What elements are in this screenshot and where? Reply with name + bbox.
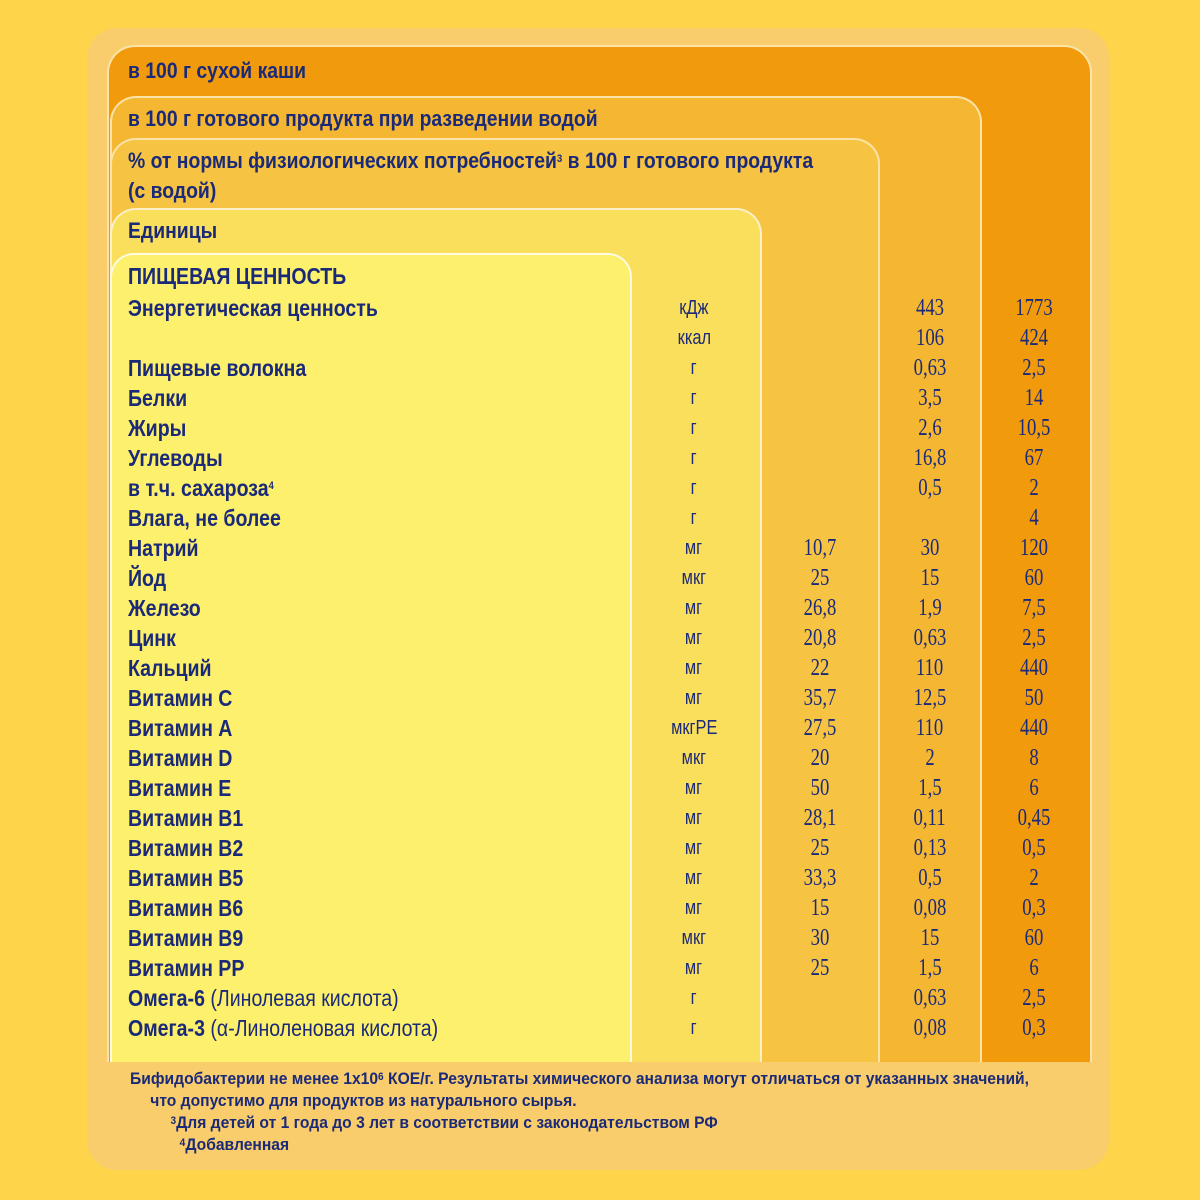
footnote-3: Для детей от 1 года до 3 лет в соответствии с законодательством РФ bbox=[176, 1113, 718, 1132]
unit-cell-text: г bbox=[691, 507, 697, 529]
table-row bbox=[0, 893, 1200, 923]
pct-cell bbox=[770, 653, 870, 683]
dry-value-cell-text: 60 bbox=[1024, 565, 1044, 591]
ready-value-cell bbox=[880, 983, 980, 1013]
ready-value-cell bbox=[880, 383, 980, 413]
table-row bbox=[0, 353, 1200, 383]
unit-cell bbox=[644, 803, 744, 833]
pct-cell-text: 35,7 bbox=[803, 685, 837, 711]
nutrient-note: (Линолевая кислота) bbox=[204, 985, 399, 1011]
nutrient-label: Витамин PP bbox=[128, 955, 245, 981]
ready-value-cell bbox=[880, 323, 980, 353]
pct-cell bbox=[770, 893, 870, 923]
nutrient-label: Энергетическая ценность bbox=[128, 295, 378, 321]
table-row bbox=[0, 413, 1200, 443]
dry-value-cell bbox=[984, 563, 1084, 593]
table-row bbox=[0, 683, 1200, 713]
nutrient-name bbox=[128, 833, 243, 863]
pct-cell-text: 20 bbox=[810, 745, 830, 771]
unit-cell-text: г bbox=[691, 477, 697, 499]
unit-cell-text: г bbox=[691, 357, 697, 379]
ready-value-cell-text: 15 bbox=[920, 565, 940, 591]
dry-value-cell-text: 60 bbox=[1024, 925, 1044, 951]
pct-cell bbox=[770, 743, 870, 773]
header-ready: в 100 г готового продукта при разведении водой bbox=[128, 106, 598, 131]
ready-value-cell bbox=[880, 893, 980, 923]
pct-cell bbox=[770, 473, 870, 503]
unit-cell bbox=[644, 323, 744, 353]
unit-cell-text: мкг bbox=[681, 747, 707, 769]
dry-value-cell bbox=[984, 893, 1084, 923]
nutrient-label: Жиры bbox=[128, 415, 187, 441]
nutrient-name bbox=[128, 743, 232, 773]
header-pct-line1-end: в 100 г готового продукта bbox=[562, 148, 814, 173]
dry-value-cell-text: 2,5 bbox=[1022, 625, 1046, 651]
ready-value-cell bbox=[880, 413, 980, 443]
dry-value-cell bbox=[984, 953, 1084, 983]
dry-value-cell bbox=[984, 803, 1084, 833]
nutrient-name bbox=[128, 803, 243, 833]
nutrient-name bbox=[128, 983, 399, 1013]
unit-cell-text: мг bbox=[685, 597, 703, 619]
dry-value-cell-text: 0,5 bbox=[1022, 835, 1046, 861]
pct-cell-text: 25 bbox=[810, 955, 830, 981]
nutrient-label: Витамин A bbox=[128, 715, 233, 741]
table-row bbox=[0, 953, 1200, 983]
pct-cell bbox=[770, 623, 870, 653]
unit-cell-text: мг bbox=[685, 537, 703, 559]
dry-value-cell-text: 67 bbox=[1024, 445, 1044, 471]
unit-cell-text: мг bbox=[685, 657, 703, 679]
ready-value-cell-text: 110 bbox=[916, 715, 944, 741]
unit-cell-text: мкгРЕ bbox=[670, 717, 718, 739]
unit-cell-text: мг bbox=[685, 777, 703, 799]
pct-cell bbox=[770, 983, 870, 1013]
nutrient-name bbox=[128, 533, 199, 563]
ready-value-cell bbox=[880, 563, 980, 593]
dry-value-cell bbox=[984, 593, 1084, 623]
dry-value-cell bbox=[984, 443, 1084, 473]
nutrient-label: Углеводы bbox=[128, 445, 223, 471]
unit-cell bbox=[644, 593, 744, 623]
unit-cell bbox=[644, 983, 744, 1013]
table-row bbox=[0, 713, 1200, 743]
footer-notes bbox=[130, 1068, 1029, 1156]
ready-value-cell-text: 0,63 bbox=[913, 355, 947, 381]
ready-value-cell-text: 1,5 bbox=[918, 775, 942, 801]
ready-value-cell bbox=[880, 293, 980, 323]
nutrient-label: Цинк bbox=[128, 625, 176, 651]
unit-cell-text: мг bbox=[685, 627, 703, 649]
ready-value-cell-text: 0,5 bbox=[918, 475, 942, 501]
pct-cell-text: 26,8 bbox=[803, 595, 837, 621]
ready-value-cell-text: 1,5 bbox=[918, 955, 942, 981]
footnote-mark: 4 bbox=[268, 480, 274, 492]
ready-value-cell-text: 2 bbox=[925, 745, 935, 771]
dry-value-cell bbox=[984, 773, 1084, 803]
dry-value-cell-text: 2 bbox=[1029, 475, 1039, 501]
ready-value-cell bbox=[880, 623, 980, 653]
ready-value-cell-text: 12,5 bbox=[913, 685, 947, 711]
header-pct-line1: % от нормы физиологических потребностей bbox=[128, 148, 557, 173]
unit-cell-text: г bbox=[691, 417, 697, 439]
dry-value-cell-text: 2,5 bbox=[1022, 355, 1046, 381]
ready-value-cell bbox=[880, 533, 980, 563]
footer-line1a: Бифидобактерии не менее 1x10 bbox=[130, 1069, 379, 1088]
unit-cell bbox=[644, 923, 744, 953]
ready-value-cell bbox=[880, 1013, 980, 1043]
ready-value-cell bbox=[880, 953, 980, 983]
section-title: ПИЩЕВАЯ ЦЕННОСТЬ bbox=[128, 263, 347, 289]
unit-cell-text: мкг bbox=[681, 567, 707, 589]
unit-cell bbox=[644, 833, 744, 863]
unit-cell bbox=[644, 773, 744, 803]
pct-cell-text: 27,5 bbox=[803, 715, 837, 741]
nutrient-label: Витамин C bbox=[128, 685, 233, 711]
ready-value-cell-text: 16,8 bbox=[913, 445, 947, 471]
dry-value-cell bbox=[984, 353, 1084, 383]
ready-value-cell bbox=[880, 503, 980, 533]
dry-value-cell-text: 440 bbox=[1019, 715, 1049, 741]
nutrition-table bbox=[0, 293, 1200, 1043]
nutrient-name bbox=[128, 503, 281, 533]
table-row bbox=[0, 743, 1200, 773]
pct-cell bbox=[770, 563, 870, 593]
ready-value-cell bbox=[880, 803, 980, 833]
ready-value-cell-text: 30 bbox=[920, 535, 940, 561]
dry-value-cell bbox=[984, 533, 1084, 563]
nutrient-name bbox=[128, 1013, 438, 1043]
table-row bbox=[0, 383, 1200, 413]
nutrient-name bbox=[128, 473, 274, 503]
unit-cell-text: ккал bbox=[677, 327, 711, 349]
table-row bbox=[0, 503, 1200, 533]
unit-cell bbox=[644, 473, 744, 503]
unit-cell bbox=[644, 503, 744, 533]
table-row bbox=[0, 323, 1200, 353]
ready-value-cell bbox=[880, 473, 980, 503]
dry-value-cell bbox=[984, 713, 1084, 743]
nutrient-name bbox=[128, 773, 231, 803]
nutrient-label: Пищевые волокна bbox=[128, 355, 307, 381]
dry-value-cell-text: 14 bbox=[1024, 385, 1044, 411]
dry-value-cell-text: 440 bbox=[1019, 655, 1049, 681]
dry-value-cell-text: 8 bbox=[1029, 745, 1039, 771]
unit-cell bbox=[644, 713, 744, 743]
unit-cell bbox=[644, 653, 744, 683]
nutrient-label: Витамин B9 bbox=[128, 925, 244, 951]
table-row bbox=[0, 773, 1200, 803]
unit-cell bbox=[644, 383, 744, 413]
unit-cell bbox=[644, 863, 744, 893]
unit-cell-text: мг bbox=[685, 867, 703, 889]
pct-cell bbox=[770, 833, 870, 863]
pct-cell bbox=[770, 1013, 870, 1043]
dry-value-cell bbox=[984, 833, 1084, 863]
pct-cell-text: 50 bbox=[810, 775, 830, 801]
ready-value-cell bbox=[880, 593, 980, 623]
unit-cell bbox=[644, 743, 744, 773]
pct-cell bbox=[770, 923, 870, 953]
dry-value-cell-text: 0,3 bbox=[1022, 895, 1046, 921]
pct-cell-text: 33,3 bbox=[803, 865, 837, 891]
nutrient-name bbox=[128, 623, 176, 653]
pct-cell-text: 10,7 bbox=[803, 535, 837, 561]
nutrient-note: (α-Линоленовая кислота) bbox=[204, 1015, 439, 1041]
pct-cell-text: 25 bbox=[810, 565, 830, 591]
ready-value-cell-text: 0,11 bbox=[913, 805, 947, 831]
unit-cell-text: мкг bbox=[681, 927, 707, 949]
table-row bbox=[0, 983, 1200, 1013]
footnote-4: Добавленная bbox=[185, 1135, 290, 1154]
nutrient-label: Витамин E bbox=[128, 775, 232, 801]
pct-cell bbox=[770, 683, 870, 713]
unit-cell bbox=[644, 443, 744, 473]
nutrient-label: Витамин B2 bbox=[128, 835, 244, 861]
pct-cell bbox=[770, 593, 870, 623]
unit-cell bbox=[644, 533, 744, 563]
unit-cell-text: мг bbox=[685, 957, 703, 979]
unit-cell-text: г bbox=[691, 987, 697, 1009]
unit-cell bbox=[644, 683, 744, 713]
unit-cell bbox=[644, 1013, 744, 1043]
ready-value-cell-text: 0,63 bbox=[913, 985, 947, 1011]
ready-value-cell-text: 0,08 bbox=[913, 1015, 947, 1041]
dry-value-cell-text: 6 bbox=[1029, 955, 1039, 981]
table-row bbox=[0, 473, 1200, 503]
unit-cell bbox=[644, 953, 744, 983]
table-row bbox=[0, 863, 1200, 893]
dry-value-cell-text: 4 bbox=[1029, 505, 1039, 531]
table-row bbox=[0, 593, 1200, 623]
unit-cell-text: мг bbox=[685, 807, 703, 829]
nutrient-name bbox=[128, 713, 232, 743]
dry-value-cell-text: 7,5 bbox=[1022, 595, 1046, 621]
nutrient-label: Витамин B1 bbox=[128, 805, 244, 831]
dry-value-cell bbox=[984, 293, 1084, 323]
dry-value-cell bbox=[984, 923, 1084, 953]
ready-value-cell bbox=[880, 833, 980, 863]
pct-cell-text: 28,1 bbox=[803, 805, 837, 831]
ready-value-cell bbox=[880, 653, 980, 683]
header-pct-line2: (с водой) bbox=[128, 178, 217, 203]
unit-cell-text: мг bbox=[685, 837, 703, 859]
ready-value-cell bbox=[880, 773, 980, 803]
pct-cell bbox=[770, 533, 870, 563]
ready-value-cell-text: 15 bbox=[920, 925, 940, 951]
dry-value-cell bbox=[984, 653, 1084, 683]
nutrient-label: в т.ч. сахароза bbox=[128, 475, 269, 501]
footnote-4-mark: 4 bbox=[179, 1137, 186, 1149]
ready-value-cell-text: 0,5 bbox=[918, 865, 942, 891]
table-row bbox=[0, 623, 1200, 653]
pct-cell-text: 20,8 bbox=[803, 625, 837, 651]
unit-cell bbox=[644, 893, 744, 923]
table-row bbox=[0, 833, 1200, 863]
pct-cell bbox=[770, 293, 870, 323]
nutrient-label: Витамин B5 bbox=[128, 865, 244, 891]
dry-value-cell-text: 10,5 bbox=[1017, 415, 1051, 441]
pct-cell bbox=[770, 323, 870, 353]
nutrient-label: Натрий bbox=[128, 535, 199, 561]
ready-value-cell-text: 0,08 bbox=[913, 895, 947, 921]
pct-cell-text: 15 bbox=[810, 895, 830, 921]
unit-cell bbox=[644, 293, 744, 323]
unit-cell bbox=[644, 413, 744, 443]
pct-cell bbox=[770, 503, 870, 533]
nutrient-name bbox=[128, 383, 187, 413]
pct-cell bbox=[770, 383, 870, 413]
unit-cell bbox=[644, 623, 744, 653]
ready-value-cell-text: 110 bbox=[916, 655, 944, 681]
ready-value-cell-text: 0,63 bbox=[913, 625, 947, 651]
nutrient-name bbox=[128, 443, 223, 473]
nutrient-name bbox=[128, 413, 186, 443]
unit-cell bbox=[644, 353, 744, 383]
unit-cell-text: кДж bbox=[679, 297, 709, 319]
pct-cell-text: 22 bbox=[810, 655, 830, 681]
table-row bbox=[0, 803, 1200, 833]
nutrient-label: Кальций bbox=[128, 655, 212, 681]
pct-cell-text: 25 bbox=[810, 835, 830, 861]
pct-cell bbox=[770, 803, 870, 833]
nutrient-name bbox=[128, 953, 244, 983]
dry-value-cell bbox=[984, 383, 1084, 413]
table-row bbox=[0, 653, 1200, 683]
dry-value-cell-text: 120 bbox=[1019, 535, 1049, 561]
ready-value-cell-text: 1,9 bbox=[918, 595, 942, 621]
pct-cell bbox=[770, 353, 870, 383]
nutrient-name bbox=[128, 593, 201, 623]
ready-value-cell-text: 0,13 bbox=[913, 835, 947, 861]
table-row bbox=[0, 563, 1200, 593]
dry-value-cell-text: 2,5 bbox=[1022, 985, 1046, 1011]
pct-cell bbox=[770, 713, 870, 743]
ready-value-cell-text: 2,6 bbox=[918, 415, 942, 441]
pct-cell bbox=[770, 773, 870, 803]
dry-value-cell bbox=[984, 473, 1084, 503]
nutrient-name bbox=[128, 563, 166, 593]
header-dry: в 100 г сухой каши bbox=[128, 58, 307, 83]
dry-value-cell-text: 50 bbox=[1024, 685, 1044, 711]
footer-line2: что допустимо для продуктов из натурального сырья. bbox=[150, 1091, 577, 1110]
nutrient-label: Йод bbox=[128, 565, 167, 591]
unit-cell-text: г bbox=[691, 387, 697, 409]
table-row bbox=[0, 293, 1200, 323]
dry-value-cell-text: 0,45 bbox=[1017, 805, 1051, 831]
footer-exp: 6 bbox=[378, 1071, 384, 1083]
unit-cell bbox=[644, 563, 744, 593]
ready-value-cell bbox=[880, 923, 980, 953]
nutrient-label: Омега-3 bbox=[128, 1015, 205, 1041]
table-row bbox=[0, 923, 1200, 953]
nutrient-label: Витамин D bbox=[128, 745, 233, 771]
dry-value-cell-text: 6 bbox=[1029, 775, 1039, 801]
unit-cell-text: мг bbox=[685, 897, 703, 919]
footnote-3-mark: 3 bbox=[170, 1115, 177, 1127]
unit-cell-text: г bbox=[691, 1017, 697, 1039]
nutrient-label: Железо bbox=[128, 595, 201, 621]
dry-value-cell-text: 0,3 bbox=[1022, 1015, 1046, 1041]
dry-value-cell bbox=[984, 743, 1084, 773]
nutrient-label: Витамин B6 bbox=[128, 895, 244, 921]
dry-value-cell-text: 2 bbox=[1029, 865, 1039, 891]
dry-value-cell bbox=[984, 413, 1084, 443]
nutrient-name bbox=[128, 683, 232, 713]
pct-cell bbox=[770, 413, 870, 443]
dry-value-cell bbox=[984, 863, 1084, 893]
dry-value-cell bbox=[984, 323, 1084, 353]
nutrient-label: Омега-6 bbox=[128, 985, 205, 1011]
ready-value-cell bbox=[880, 743, 980, 773]
dry-value-cell-text: 1773 bbox=[1015, 295, 1053, 321]
dry-value-cell bbox=[984, 983, 1084, 1013]
unit-cell-text: г bbox=[691, 447, 697, 469]
unit-cell-text: мг bbox=[685, 687, 703, 709]
dry-value-cell bbox=[984, 503, 1084, 533]
ready-value-cell bbox=[880, 863, 980, 893]
ready-value-cell bbox=[880, 443, 980, 473]
ready-value-cell bbox=[880, 713, 980, 743]
pct-cell-text: 30 bbox=[810, 925, 830, 951]
table-row bbox=[0, 1013, 1200, 1043]
nutrient-name bbox=[128, 923, 243, 953]
nutrient-name bbox=[128, 863, 243, 893]
nutrient-name bbox=[128, 293, 378, 323]
header-units: Единицы bbox=[128, 218, 218, 243]
header-pct bbox=[128, 146, 813, 206]
nutrient-name bbox=[128, 353, 306, 383]
nutrient-name bbox=[128, 893, 243, 923]
ready-value-cell-text: 3,5 bbox=[918, 385, 942, 411]
nutrient-label: Белки bbox=[128, 385, 188, 411]
table-row bbox=[0, 443, 1200, 473]
pct-cell bbox=[770, 443, 870, 473]
dry-value-cell-text: 424 bbox=[1019, 325, 1049, 351]
ready-value-cell-text: 443 bbox=[915, 295, 945, 321]
nutrient-name bbox=[128, 653, 212, 683]
table-row bbox=[0, 533, 1200, 563]
ready-value-cell-text: 106 bbox=[915, 325, 945, 351]
ready-value-cell bbox=[880, 683, 980, 713]
nutrient-label: Влага, не более bbox=[128, 505, 281, 531]
pct-cell bbox=[770, 953, 870, 983]
dry-value-cell bbox=[984, 1013, 1084, 1043]
footer-line1b: КОЕ/г. Результаты химического анализа могут отличаться от указанных значений, bbox=[383, 1069, 1030, 1088]
pct-cell bbox=[770, 863, 870, 893]
dry-value-cell bbox=[984, 623, 1084, 653]
footnote-mark: 3 bbox=[556, 153, 563, 165]
ready-value-cell bbox=[880, 353, 980, 383]
dry-value-cell bbox=[984, 683, 1084, 713]
